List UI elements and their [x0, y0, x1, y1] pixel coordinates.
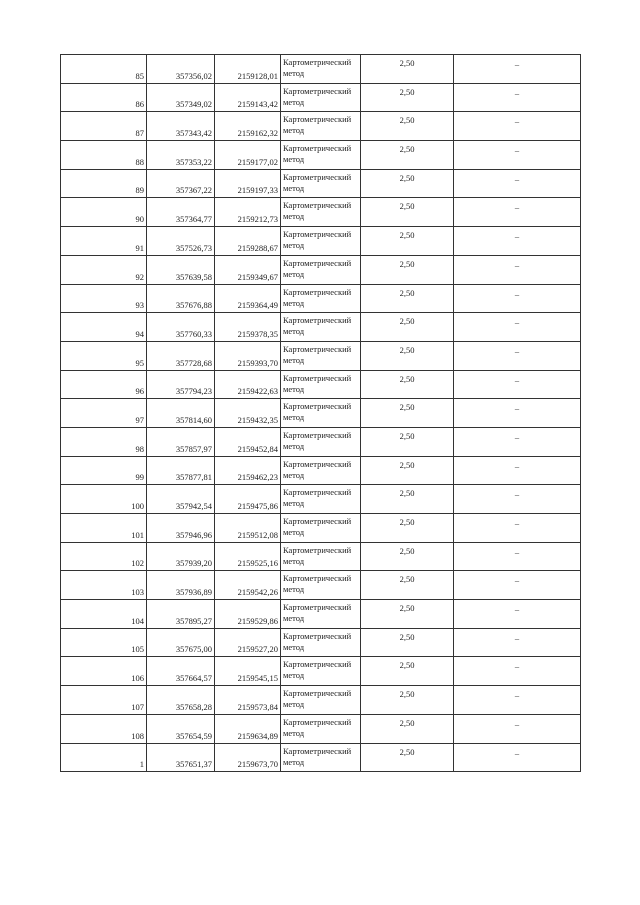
note-cell: –: [454, 600, 581, 629]
y-coordinate-cell: 2159128,01: [215, 55, 281, 84]
accuracy-cell: 2,50: [361, 341, 454, 370]
method-cell: Картометрический метод: [281, 686, 361, 715]
y-coordinate-cell: 2159545,15: [215, 657, 281, 686]
table-row: [61, 571, 581, 600]
point-number-cell: 101: [61, 514, 147, 543]
y-coordinate-cell: 2159212,73: [215, 198, 281, 227]
table-row: [61, 542, 581, 571]
coordinates-table: [60, 54, 581, 772]
accuracy-cell: 2,50: [361, 141, 454, 170]
note-cell: –: [454, 255, 581, 284]
note-cell: –: [454, 485, 581, 514]
x-coordinate-cell: 357654,59: [147, 714, 215, 743]
x-coordinate-cell: 357651,37: [147, 743, 215, 772]
x-coordinate-cell: 357857,97: [147, 427, 215, 456]
x-coordinate-cell: 357794,23: [147, 370, 215, 399]
x-coordinate-cell: 357760,33: [147, 313, 215, 342]
x-coordinate-cell: 357936,89: [147, 571, 215, 600]
table-row: [61, 112, 581, 141]
x-coordinate-cell: 357946,96: [147, 514, 215, 543]
point-number-cell: 100: [61, 485, 147, 514]
point-number-cell: 95: [61, 341, 147, 370]
table-row: [61, 141, 581, 170]
y-coordinate-cell: 2159527,20: [215, 628, 281, 657]
point-number-cell: 102: [61, 542, 147, 571]
method-cell: Картометрический метод: [281, 657, 361, 686]
method-cell: Картометрический метод: [281, 255, 361, 284]
point-number-cell: 106: [61, 657, 147, 686]
note-cell: –: [454, 456, 581, 485]
note-cell: –: [454, 313, 581, 342]
table-row: [61, 514, 581, 543]
accuracy-cell: 2,50: [361, 571, 454, 600]
method-cell: Картометрический метод: [281, 514, 361, 543]
table-row: [61, 743, 581, 772]
accuracy-cell: 2,50: [361, 600, 454, 629]
x-coordinate-cell: 357676,88: [147, 284, 215, 313]
y-coordinate-cell: 2159634,89: [215, 714, 281, 743]
method-cell: Картометрический метод: [281, 341, 361, 370]
table-row: [61, 255, 581, 284]
method-cell: Картометрический метод: [281, 600, 361, 629]
point-number-cell: 93: [61, 284, 147, 313]
accuracy-cell: 2,50: [361, 55, 454, 84]
x-coordinate-cell: 357367,22: [147, 169, 215, 198]
accuracy-cell: 2,50: [361, 514, 454, 543]
table-row: [61, 198, 581, 227]
y-coordinate-cell: 2159177,02: [215, 141, 281, 170]
accuracy-cell: 2,50: [361, 399, 454, 428]
method-cell: Картометрический метод: [281, 169, 361, 198]
y-coordinate-cell: 2159364,49: [215, 284, 281, 313]
y-coordinate-cell: 2159529,86: [215, 600, 281, 629]
point-number-cell: 99: [61, 456, 147, 485]
x-coordinate-cell: 357356,02: [147, 55, 215, 84]
accuracy-cell: 2,50: [361, 686, 454, 715]
accuracy-cell: 2,50: [361, 198, 454, 227]
point-number-cell: 90: [61, 198, 147, 227]
x-coordinate-cell: 357364,77: [147, 198, 215, 227]
accuracy-cell: 2,50: [361, 542, 454, 571]
note-cell: –: [454, 370, 581, 399]
point-number-cell: 105: [61, 628, 147, 657]
accuracy-cell: 2,50: [361, 427, 454, 456]
x-coordinate-cell: 357349,02: [147, 83, 215, 112]
y-coordinate-cell: 2159673,70: [215, 743, 281, 772]
accuracy-cell: 2,50: [361, 83, 454, 112]
note-cell: –: [454, 628, 581, 657]
table-row: [61, 427, 581, 456]
table-row: [61, 657, 581, 686]
point-number-cell: 104: [61, 600, 147, 629]
x-coordinate-cell: 357728,68: [147, 341, 215, 370]
y-coordinate-cell: 2159452,84: [215, 427, 281, 456]
y-coordinate-cell: 2159197,33: [215, 169, 281, 198]
x-coordinate-cell: 357942,54: [147, 485, 215, 514]
accuracy-cell: 2,50: [361, 370, 454, 399]
y-coordinate-cell: 2159378,35: [215, 313, 281, 342]
table-row: [61, 628, 581, 657]
x-coordinate-cell: 357895,27: [147, 600, 215, 629]
y-coordinate-cell: 2159462,23: [215, 456, 281, 485]
table-row: [61, 485, 581, 514]
point-number-cell: 98: [61, 427, 147, 456]
y-coordinate-cell: 2159143,42: [215, 83, 281, 112]
table-row: [61, 341, 581, 370]
note-cell: –: [454, 399, 581, 428]
note-cell: –: [454, 657, 581, 686]
point-number-cell: 88: [61, 141, 147, 170]
point-number-cell: 97: [61, 399, 147, 428]
table-row: [61, 399, 581, 428]
note-cell: –: [454, 341, 581, 370]
table-row: [61, 227, 581, 256]
x-coordinate-cell: 357877,81: [147, 456, 215, 485]
point-number-cell: 1: [61, 743, 147, 772]
method-cell: Картометрический метод: [281, 370, 361, 399]
note-cell: –: [454, 686, 581, 715]
point-number-cell: 89: [61, 169, 147, 198]
accuracy-cell: 2,50: [361, 313, 454, 342]
x-coordinate-cell: 357675,00: [147, 628, 215, 657]
note-cell: –: [454, 198, 581, 227]
y-coordinate-cell: 2159573,84: [215, 686, 281, 715]
accuracy-cell: 2,50: [361, 227, 454, 256]
method-cell: Картометрический метод: [281, 55, 361, 84]
point-number-cell: 103: [61, 571, 147, 600]
note-cell: –: [454, 284, 581, 313]
note-cell: –: [454, 169, 581, 198]
table-row: [61, 169, 581, 198]
table-row: [61, 55, 581, 84]
note-cell: –: [454, 542, 581, 571]
x-coordinate-cell: 357639,58: [147, 255, 215, 284]
table-row: [61, 83, 581, 112]
table-row: [61, 600, 581, 629]
y-coordinate-cell: 2159288,67: [215, 227, 281, 256]
point-number-cell: 92: [61, 255, 147, 284]
note-cell: –: [454, 514, 581, 543]
accuracy-cell: 2,50: [361, 657, 454, 686]
y-coordinate-cell: 2159542,26: [215, 571, 281, 600]
y-coordinate-cell: 2159512,08: [215, 514, 281, 543]
x-coordinate-cell: 357939,20: [147, 542, 215, 571]
table-row: [61, 284, 581, 313]
y-coordinate-cell: 2159422,63: [215, 370, 281, 399]
accuracy-cell: 2,50: [361, 112, 454, 141]
method-cell: Картометрический метод: [281, 743, 361, 772]
y-coordinate-cell: 2159349,67: [215, 255, 281, 284]
table-row: [61, 313, 581, 342]
accuracy-cell: 2,50: [361, 714, 454, 743]
point-number-cell: 87: [61, 112, 147, 141]
x-coordinate-cell: 357664,57: [147, 657, 215, 686]
method-cell: Картометрический метод: [281, 628, 361, 657]
method-cell: Картометрический метод: [281, 399, 361, 428]
note-cell: –: [454, 743, 581, 772]
note-cell: –: [454, 55, 581, 84]
method-cell: Картометрический метод: [281, 284, 361, 313]
method-cell: Картометрический метод: [281, 313, 361, 342]
x-coordinate-cell: 357814,60: [147, 399, 215, 428]
accuracy-cell: 2,50: [361, 169, 454, 198]
note-cell: –: [454, 427, 581, 456]
table-row: [61, 370, 581, 399]
y-coordinate-cell: 2159432,35: [215, 399, 281, 428]
y-coordinate-cell: 2159393,70: [215, 341, 281, 370]
x-coordinate-cell: 357353,22: [147, 141, 215, 170]
x-coordinate-cell: 357343,42: [147, 112, 215, 141]
method-cell: Картометрический метод: [281, 571, 361, 600]
point-number-cell: 94: [61, 313, 147, 342]
y-coordinate-cell: 2159525,16: [215, 542, 281, 571]
accuracy-cell: 2,50: [361, 485, 454, 514]
point-number-cell: 91: [61, 227, 147, 256]
y-coordinate-cell: 2159475,86: [215, 485, 281, 514]
accuracy-cell: 2,50: [361, 743, 454, 772]
method-cell: Картометрический метод: [281, 141, 361, 170]
point-number-cell: 85: [61, 55, 147, 84]
method-cell: Картометрический метод: [281, 227, 361, 256]
table-row: [61, 686, 581, 715]
y-coordinate-cell: 2159162,32: [215, 112, 281, 141]
note-cell: –: [454, 141, 581, 170]
method-cell: Картометрический метод: [281, 198, 361, 227]
note-cell: –: [454, 83, 581, 112]
method-cell: Картометрический метод: [281, 456, 361, 485]
note-cell: –: [454, 112, 581, 141]
point-number-cell: 108: [61, 714, 147, 743]
note-cell: –: [454, 227, 581, 256]
method-cell: Картометрический метод: [281, 542, 361, 571]
note-cell: –: [454, 571, 581, 600]
method-cell: Картометрический метод: [281, 112, 361, 141]
method-cell: Картометрический метод: [281, 427, 361, 456]
coordinates-table-body: [61, 55, 581, 772]
table-row: [61, 456, 581, 485]
note-cell: –: [454, 714, 581, 743]
point-number-cell: 96: [61, 370, 147, 399]
accuracy-cell: 2,50: [361, 284, 454, 313]
accuracy-cell: 2,50: [361, 628, 454, 657]
accuracy-cell: 2,50: [361, 255, 454, 284]
point-number-cell: 107: [61, 686, 147, 715]
x-coordinate-cell: 357658,28: [147, 686, 215, 715]
table-row: [61, 714, 581, 743]
accuracy-cell: 2,50: [361, 456, 454, 485]
method-cell: Картометрический метод: [281, 485, 361, 514]
method-cell: Картометрический метод: [281, 714, 361, 743]
x-coordinate-cell: 357526,73: [147, 227, 215, 256]
point-number-cell: 86: [61, 83, 147, 112]
method-cell: Картометрический метод: [281, 83, 361, 112]
